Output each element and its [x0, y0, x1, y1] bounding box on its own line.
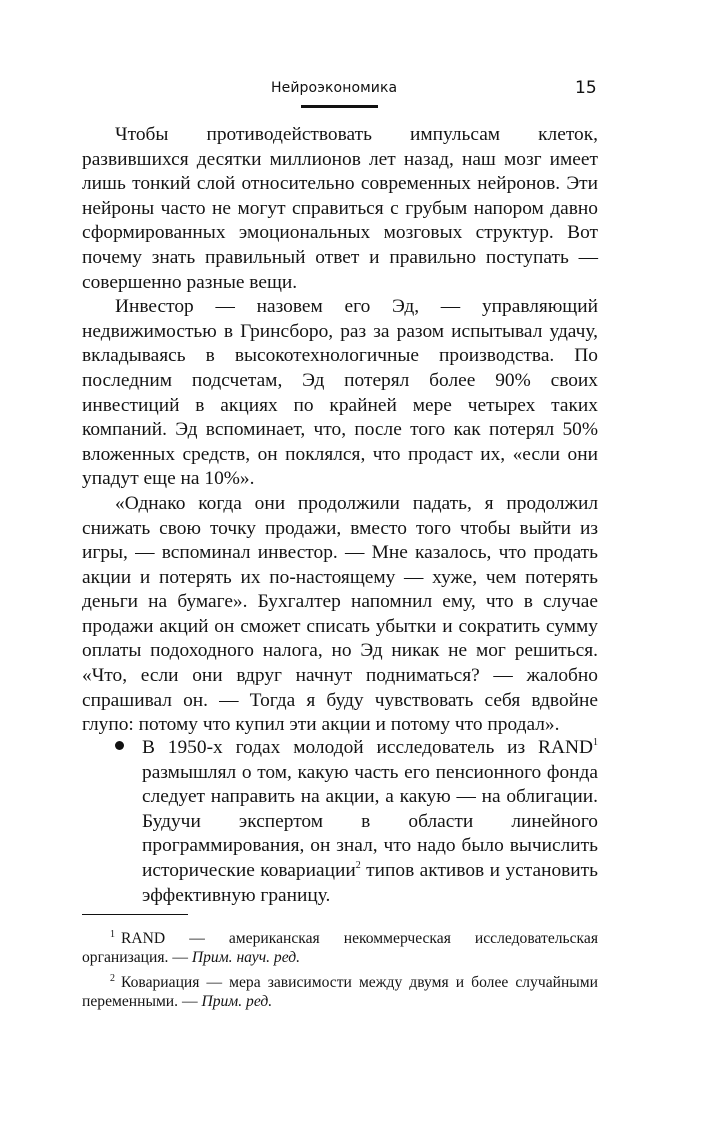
footnote-text: Ковариация — мера зависимости между двумя и более случайными переменными. —	[82, 974, 598, 1010]
running-head	[0, 78, 709, 108]
running-title: Нейроэкономика	[271, 80, 398, 96]
paragraph: Чтобы противодействовать импульсам клеток, развившихся десятки миллионов лет назад, наш мозг имеет лишь тонкий слой относительно современных нейронов. Эти нейроны часто не могут справиться с грубым напором давно сформированных эмоциональных мозговых структур. Вот почему знать правильный ответ и правильно поступать — совершенно разные вещи.	[82, 124, 598, 293]
body-text	[82, 123, 598, 738]
footnote-marker: 1	[110, 929, 115, 940]
footnote-ref-2[interactable]: 2	[355, 859, 361, 871]
bullet-text-part: типов активов и установить эффективную границу.	[142, 859, 598, 906]
footnote-ref-1[interactable]: 1	[593, 737, 598, 748]
bullet-text-part: размышлял о том, какую часть его пенсионного фонда следует направить на акции, а какую — на облигации. Будучи экспертом в области линейного программирования, он знал, что надо было вычислить исторические ковариации	[142, 761, 598, 881]
footnote-text: RAND — американская некоммерческая исследовательская организация. —	[82, 930, 598, 966]
bullet-text-part: В 1950-х годах молодой исследователь из RAND	[142, 737, 593, 758]
running-title-underline	[301, 105, 378, 108]
page-number: 15	[575, 78, 597, 98]
bullet-icon	[115, 741, 124, 750]
footnotes	[82, 929, 598, 1017]
footnote-marker: 2	[110, 973, 115, 984]
paragraph: «Однако когда они продолжили падать, я продолжил снижать свою точку продажи, вместо того чтобы выйти из игры, — вспоминал инвестор. — Мне казалось, что продать акции и потерять их по-настоящему — хуже, чем потерять деньги на бумаге». Бухгалтер напомнил ему, что в случае продажи акций он сможет списать убытки и сократить сумму оплаты подоходного налога, но Эд никак не мог решиться. «Что, если они вдруг начнут подниматься? — жалобно спрашивал он. — Тогда я буду чувствовать себя вдвойне глупо: потому что купил эти акции и потому что продал».	[82, 492, 598, 736]
bullet-list	[82, 736, 598, 908]
footnote-separator	[82, 914, 188, 915]
paragraph: Инвестор — назовем его Эд, — управляющий недвижимостью в Гринсборо, раз за разом испытывал удачу, вкладываясь в высокотехнологичные производства. По последним подсчетам, Эд потерял более 90% своих инвестиций в акциях по крайней мере четырех таких компаний. Эд вспоминает, что, после того как потерял 50% вложенных средств, он поклялся, что продаст их, «если они упадут еще на 10%».	[82, 296, 598, 490]
footnote-editor-note: Прим. ред.	[201, 993, 273, 1010]
footnote	[82, 929, 598, 967]
footnote-editor-note: Прим. науч. ред.	[191, 949, 301, 966]
bullet-item	[82, 736, 598, 908]
footnote	[82, 973, 598, 1011]
